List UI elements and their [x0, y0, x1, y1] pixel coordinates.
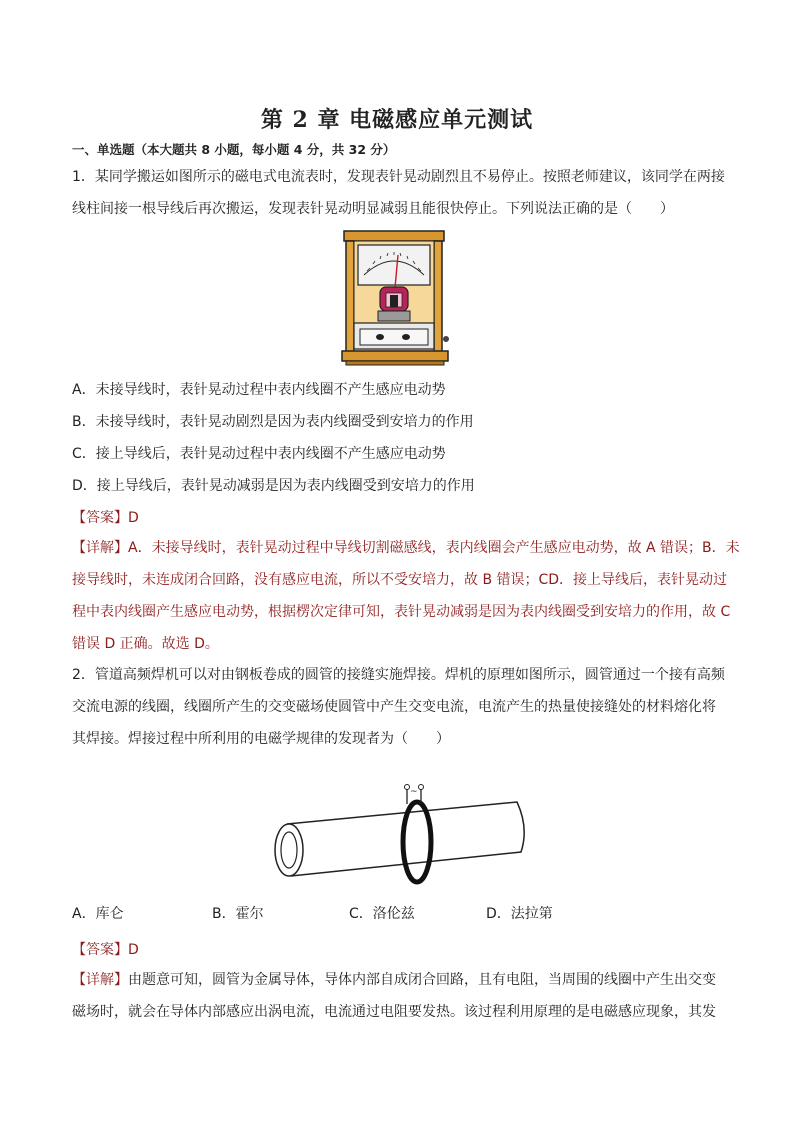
explanation-line: 程中表内线圈产生感应电动势，根据楞次定律可知，表针晃动减弱是因为表内线圈受到安培力的作用，故 C [72, 604, 731, 620]
ac-source-label: ~ [410, 787, 418, 797]
question-2-option-d: D．法拉第 [486, 906, 553, 922]
question-1-option-c: C．接上导线后，表针晃动过程中表内线圈不产生感应电动势 [72, 446, 446, 462]
question-2-explanation [72, 964, 724, 1028]
question-1-answer [72, 507, 139, 527]
answer-value: D [128, 942, 139, 958]
question-2-option-b: B．霍尔 [212, 906, 264, 922]
question-2-line: 2．管道高频焊机可以对由钢板卷成的圆管的接缝实施焊接。焊机的原理如图所示，圆管通过一个接有高频 [72, 667, 725, 683]
explanation-label: 【详解】 [72, 540, 128, 556]
question-2-line: 其焊接。焊接过程中所利用的电磁学规律的发现者为（ ） [72, 731, 450, 747]
question-2-line: 交流电源的线圈，线圈所产生的交变磁场使圆管中产生交变电流，电流产生的热量使接缝处的材料熔化将 [72, 699, 716, 715]
pipe-coil-figure [265, 780, 535, 890]
explanation-line: 由题意可知，圆管为金属导体，导体内部自成闭合回路，且有电阻，当周围的线圈中产生出交变 [128, 972, 716, 988]
question-1-line: 线柱间接一根导线后再次搬运，发现表针晃动明显减弱且能很快停止。下列说法正确的是（ ） [72, 201, 674, 217]
question-2-answer [72, 939, 139, 959]
section-heading: 一、单选题（本大题共 8 小题，每小题 4 分，共 32 分） [72, 142, 396, 157]
question-1-stem [72, 161, 724, 225]
page-title: 第 2 章 电磁感应单元测试 [260, 107, 534, 133]
question-1-option-a: A．未接导线时，表针晃动过程中表内线圈不产生感应电动势 [72, 382, 446, 398]
explanation-line: 磁场时，就会在导体内部感应出涡电流，电流通过电阻要发热。该过程利用原理的是电磁感应现象，其发 [72, 1004, 716, 1020]
question-1-option-b: B．未接导线时，表针晃动剧烈是因为表内线圈受到安培力的作用 [72, 414, 474, 430]
question-1-option-d: D．接上导线后，表针晃动减弱是因为表内线圈受到安培力的作用 [72, 478, 475, 494]
question-2-options [72, 903, 724, 935]
answer-label: 【答案】 [72, 510, 128, 526]
question-2-stem [72, 659, 724, 755]
question-2-option-c: C．洛伦兹 [349, 906, 415, 922]
question-2-option-a: A．库仑 [72, 906, 124, 922]
explanation-line: A．未接导线时，表针晃动过程中导线切割磁感线，表内线圈会产生感应电动势，故 A 错误；B．未 [128, 540, 740, 556]
galvanometer-figure [340, 229, 452, 367]
answer-value: D [128, 510, 139, 526]
explanation-line: 错误 D 正确。故选 D。 [72, 636, 219, 652]
answer-label: 【答案】 [72, 942, 128, 958]
explanation-line: 接导线时，未连成闭合回路，没有感应电流，所以不受安培力，故 B 错误；CD．接上导线后，表针晃动过 [72, 572, 728, 588]
explanation-label: 【详解】 [72, 972, 128, 988]
question-1-line: 1．某同学搬运如图所示的磁电式电流表时，发现表针晃动剧烈且不易停止。按照老师建议，该同学在两接 [72, 169, 725, 185]
question-1-explanation [72, 532, 740, 660]
